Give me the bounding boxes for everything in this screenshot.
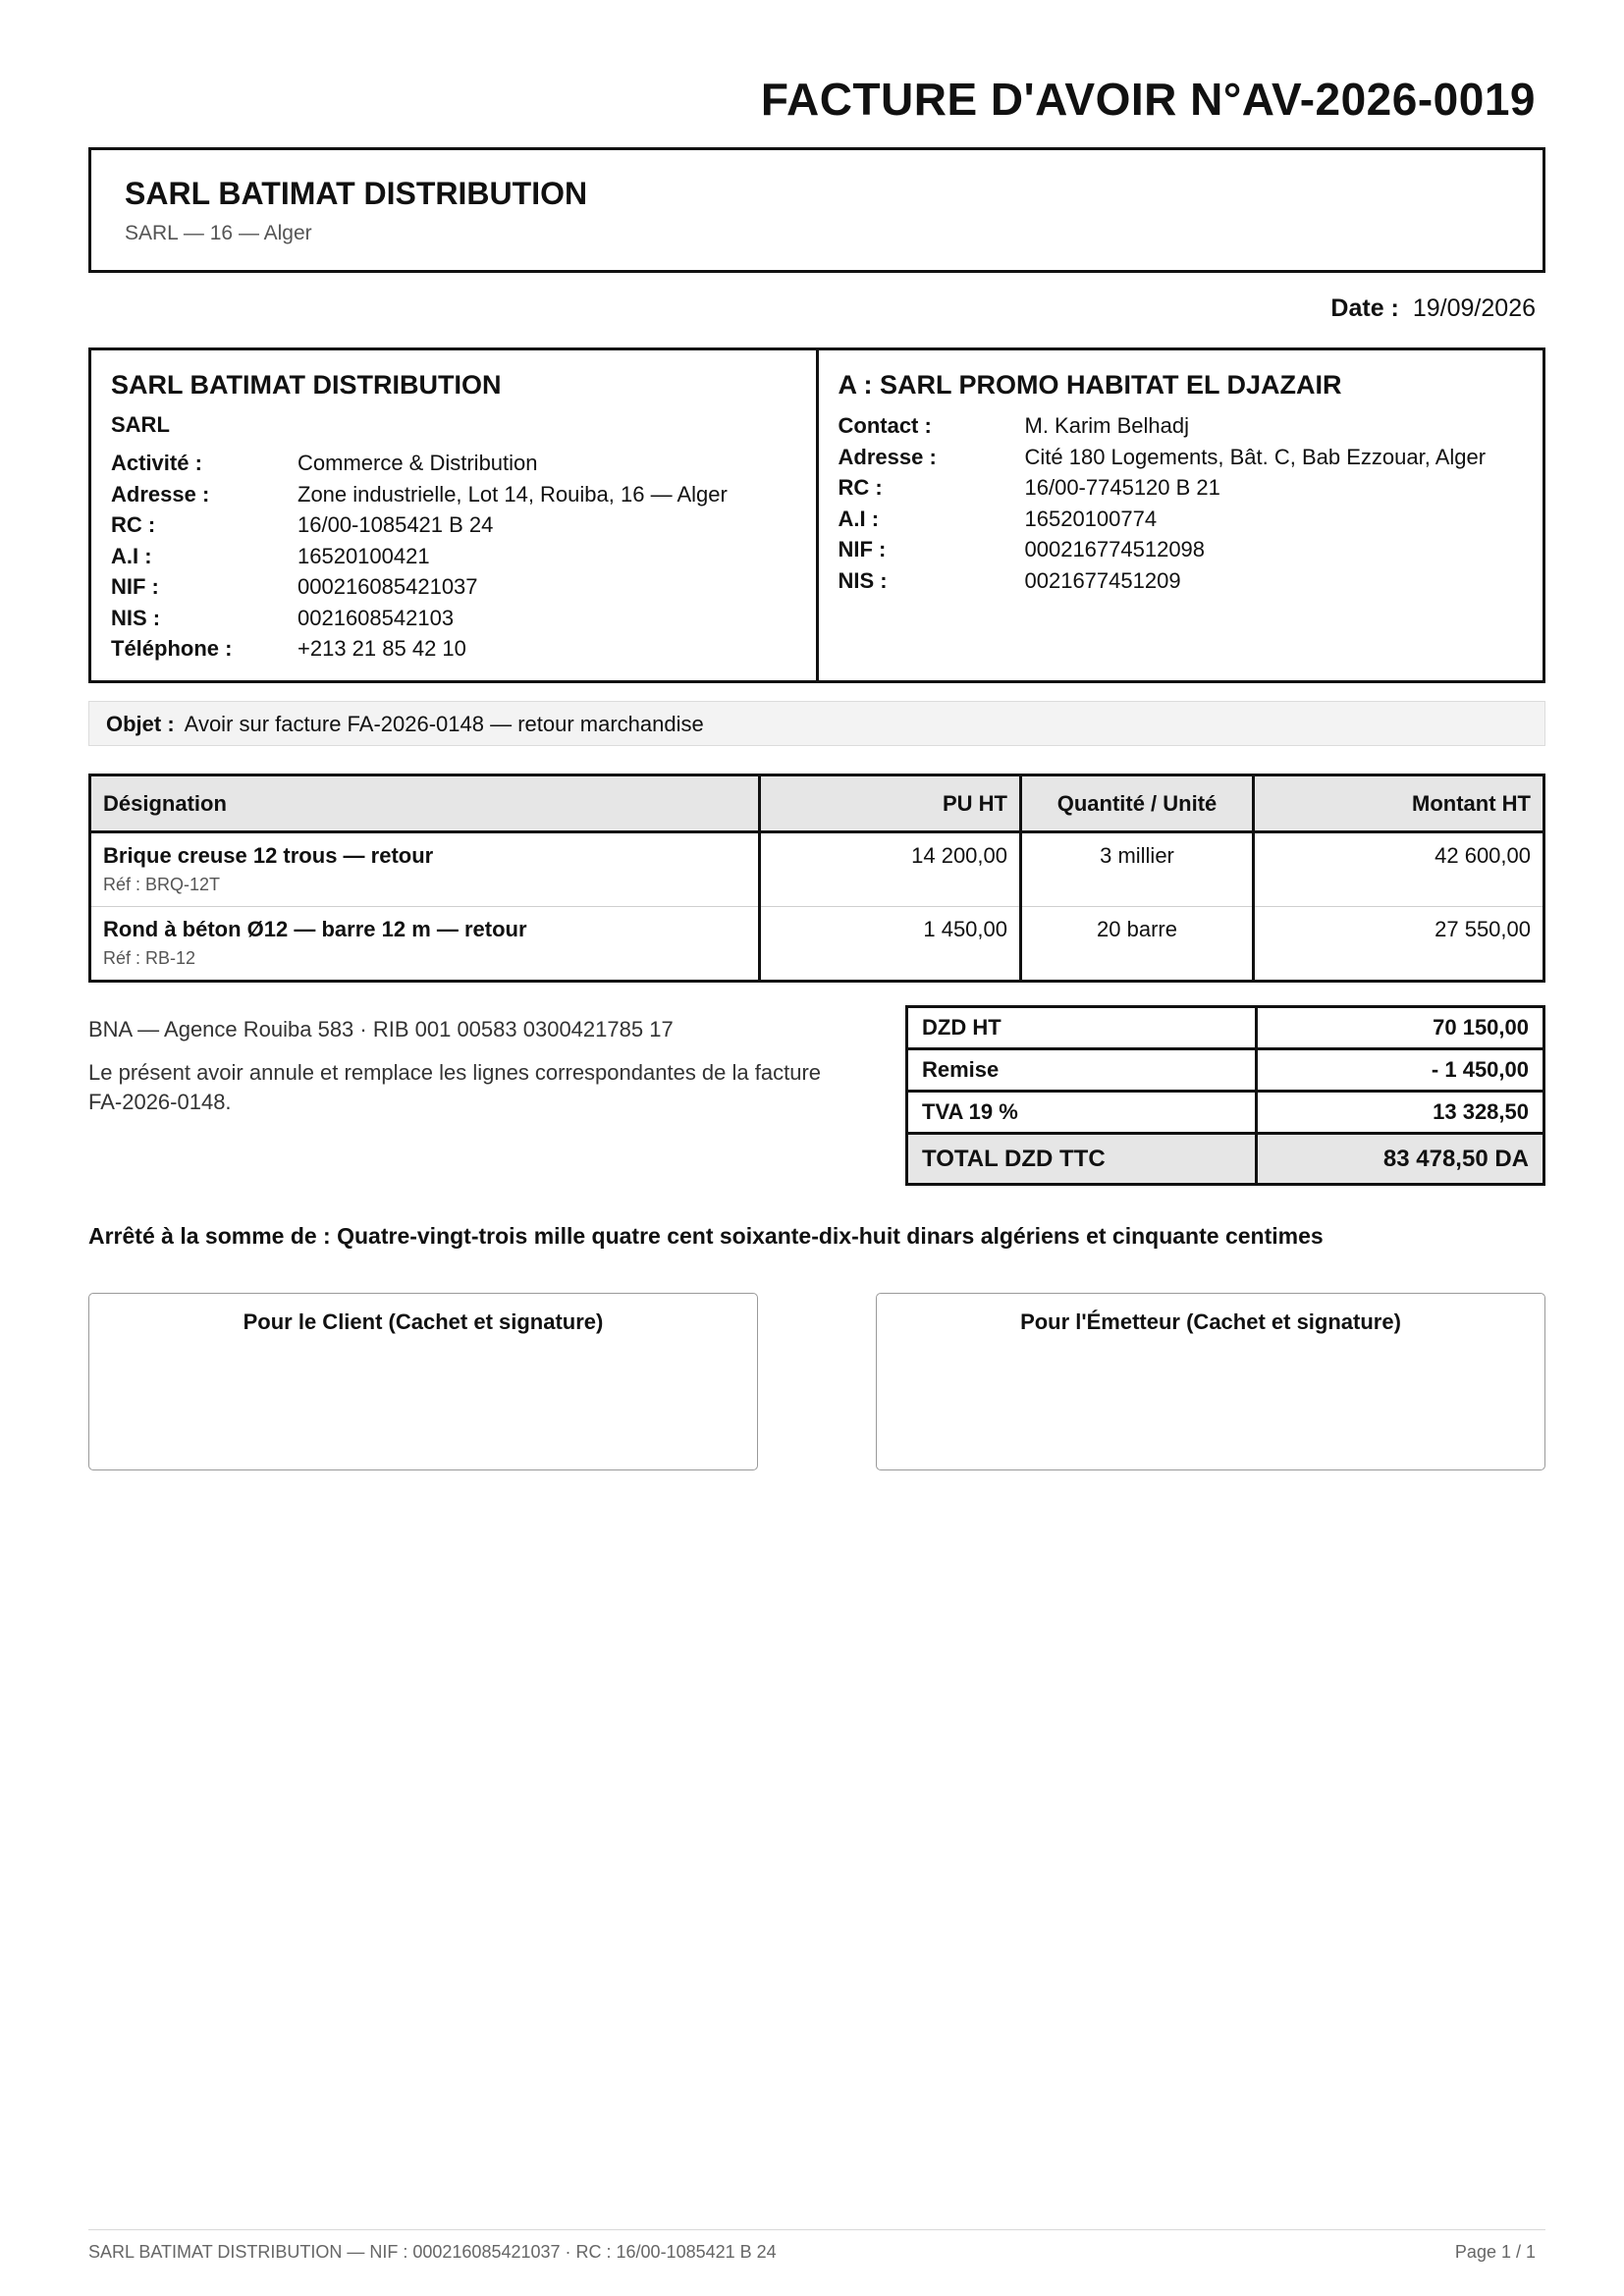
field-value: Zone industrielle, Lot 14, Rouiba, 16 — Alger xyxy=(298,481,728,507)
recipient-field xyxy=(839,534,1524,565)
cell-pu-ht: 14 200,00 xyxy=(760,832,1021,907)
totals-row xyxy=(907,1007,1544,1049)
cell-designation xyxy=(90,907,760,982)
field-value: 16/00-1085421 B 24 xyxy=(298,512,494,537)
company-name: SARL BATIMAT DISTRIBUTION xyxy=(125,176,588,211)
recipient-field xyxy=(839,410,1524,442)
sender-panel xyxy=(91,350,816,680)
sender-legal-form: SARL xyxy=(111,412,170,437)
totals-label: TVA 19 % xyxy=(907,1092,1257,1134)
grand-total-row xyxy=(907,1134,1544,1185)
objet-bar xyxy=(88,701,1545,746)
field-label: NIS : xyxy=(111,605,161,630)
sender-field xyxy=(111,603,796,634)
field-label: Activité : xyxy=(111,451,202,475)
date-label: Date : xyxy=(1330,294,1399,322)
emitter-signature-box xyxy=(876,1293,1545,1470)
company-subtitle: SARL — 16 — Alger xyxy=(125,222,312,244)
totals-value: - 1 450,00 xyxy=(1257,1049,1544,1092)
cell-montant-ht: 42 600,00 xyxy=(1254,832,1544,907)
header-designation: Désignation xyxy=(90,775,760,832)
client-signature-box xyxy=(88,1293,758,1470)
sender-field xyxy=(111,479,796,510)
totals-value: 13 328,50 xyxy=(1257,1092,1544,1134)
item-designation: Brique creuse 12 trous — retour xyxy=(103,843,434,868)
recipient-name: A : SARL PROMO HABITAT EL DJAZAIR xyxy=(838,370,1342,400)
field-label: NIS : xyxy=(838,567,888,593)
field-label: RC : xyxy=(838,475,883,500)
field-value: Cité 180 Logements, Bât. C, Bab Ezzouar, Alger xyxy=(1024,444,1487,469)
sender-field xyxy=(111,509,796,541)
page-number: Page 1 / 1 xyxy=(1454,2242,1536,2262)
totals-label: Remise xyxy=(907,1049,1257,1092)
totals-label: DZD HT xyxy=(907,1007,1257,1049)
objet-value: Avoir sur facture FA-2026-0148 — retour marchandise xyxy=(184,712,704,736)
recipient-field xyxy=(839,442,1524,473)
sender-field xyxy=(111,541,796,572)
objet-label: Objet : xyxy=(106,712,175,736)
field-value: 16/00-7745120 B 21 xyxy=(1024,475,1220,500)
client-signature-label: Pour le Client (Cachet et signature) xyxy=(243,1309,604,1334)
sender-field xyxy=(111,633,796,665)
document-title: FACTURE D'AVOIR N°AV-2026-0019 xyxy=(760,74,1536,125)
totals-table xyxy=(905,1005,1545,1186)
cell-quantite: 20 barre xyxy=(1021,907,1254,982)
parties-block xyxy=(88,347,1545,683)
header-montant-ht: Montant HT xyxy=(1254,775,1544,832)
cell-montant-ht: 27 550,00 xyxy=(1254,907,1544,982)
field-label: Adresse : xyxy=(111,481,210,507)
field-value: 16520100774 xyxy=(1024,506,1158,531)
field-value: M. Karim Belhadj xyxy=(1024,413,1190,438)
totals-row xyxy=(907,1092,1544,1134)
date-value: 19/09/2026 xyxy=(1412,294,1536,322)
item-ref: Réf : RB-12 xyxy=(103,948,196,968)
field-value: Commerce & Distribution xyxy=(298,451,538,475)
cell-pu-ht: 1 450,00 xyxy=(760,907,1021,982)
field-label: Adresse : xyxy=(838,444,937,469)
field-value: 0021608542103 xyxy=(298,605,455,630)
sender-field xyxy=(111,571,796,603)
header-quantite: Quantité / Unité xyxy=(1021,775,1254,832)
emitter-signature-label: Pour l'Émetteur (Cachet et signature) xyxy=(1020,1309,1401,1334)
field-label: NIF : xyxy=(111,574,159,599)
header-pu-ht: PU HT xyxy=(760,775,1021,832)
field-label: Contact : xyxy=(838,413,932,438)
field-label: A.I : xyxy=(111,543,152,568)
footer-company-info: SARL BATIMAT DISTRIBUTION — NIF : 000216085421037 · RC : 16/00-1085421 B 24 xyxy=(88,2242,777,2262)
field-label: RC : xyxy=(111,512,156,537)
sender-name: SARL BATIMAT DISTRIBUTION xyxy=(111,370,502,400)
company-header xyxy=(88,147,1545,273)
field-value: 16520100421 xyxy=(298,543,430,568)
document-date xyxy=(1330,294,1536,323)
grand-total-value: 83 478,50 DA xyxy=(1257,1134,1544,1185)
field-label: NIF : xyxy=(838,537,887,561)
field-label: Téléphone : xyxy=(111,636,233,661)
table-header-row xyxy=(90,775,1544,832)
item-ref: Réf : BRQ-12T xyxy=(103,875,221,894)
credit-note-remark: Le présent avoir annule et remplace les lignes correspondantes de la facture FA-2026-0148. xyxy=(88,1060,822,1114)
table-row xyxy=(90,907,1544,982)
field-value: 000216085421037 xyxy=(298,574,478,599)
recipient-field xyxy=(839,472,1524,504)
footer-divider xyxy=(88,2229,1545,2230)
bank-info xyxy=(88,1015,835,1117)
recipient-field xyxy=(839,565,1524,597)
items-table xyxy=(88,774,1545,983)
recipient-field xyxy=(839,504,1524,535)
field-value: 000216774512098 xyxy=(1024,537,1206,561)
item-designation: Rond à béton Ø12 — barre 12 m — retour xyxy=(103,917,527,941)
grand-total-label: TOTAL DZD TTC xyxy=(907,1134,1257,1185)
cell-designation xyxy=(90,832,760,907)
field-value: +213 21 85 42 10 xyxy=(298,636,466,661)
totals-value: 70 150,00 xyxy=(1257,1007,1544,1049)
recipient-panel xyxy=(816,350,1543,680)
table-row xyxy=(90,832,1544,907)
field-value: 0021677451209 xyxy=(1024,567,1181,593)
cell-quantite: 3 millier xyxy=(1021,832,1254,907)
bank-line: BNA — Agence Rouiba 583 · RIB 001 00583 0300421785 17 xyxy=(88,1017,674,1041)
totals-row xyxy=(907,1049,1544,1092)
amount-in-words: Arrêté à la somme de : Quatre-vingt-trois mille quatre cent soixante-dix-huit dinars algériens et cinquante centimes xyxy=(88,1223,1324,1249)
sender-field xyxy=(111,448,796,479)
field-label: A.I : xyxy=(838,506,880,531)
